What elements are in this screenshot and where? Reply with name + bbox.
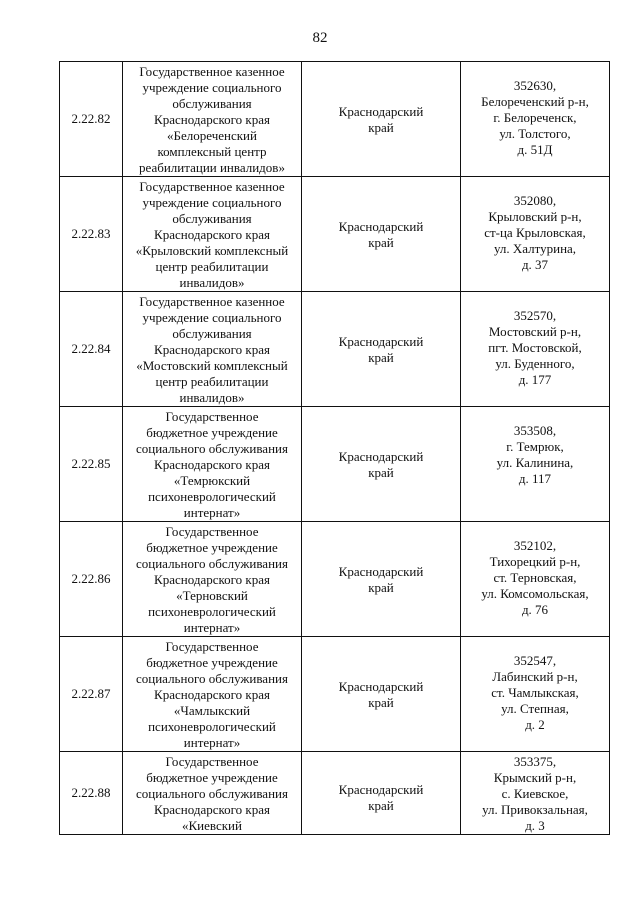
address-cell-lines [461,637,609,733]
address-line: ул. Комсомольская, [481,586,589,601]
region-cell [302,177,461,292]
institution-name-line: интернат» [183,505,241,520]
institution-name-line: обслуживания [172,326,252,341]
institution-name-line: «Крыловский комплексный [135,243,289,258]
region-line: Краснодарский [338,449,424,464]
address-line: ул. Калинина, [496,455,574,470]
address-cell-lines [461,177,609,273]
address-cell-lines [461,522,609,618]
address-line: Тихорецкий р-н, [489,554,581,569]
region-cell-lines [302,637,460,711]
institution-name-line: психоневрологический [148,489,276,504]
address-line: д. 76 [521,602,549,617]
address-line: Лабинский р-н, [492,669,578,684]
address-line: ул. Буденного, [495,356,575,371]
region-line: край [368,695,394,710]
table-row [60,637,610,752]
institutions-table-body [60,62,610,835]
institution-name-line: Краснодарского края [154,802,270,817]
institution-name-cell-lines [123,752,301,834]
region-line: Краснодарский [338,564,424,579]
institution-name-line: «Белореченский [167,128,257,143]
address-line: ул. Толстого, [499,126,571,141]
institution-name-line: психоневрологический [148,604,276,619]
address-line: пгт. Мостовской, [488,340,582,355]
region-cell [302,752,461,835]
institution-name-line: учреждение социального [142,80,282,95]
institution-name-line: учреждение социального [142,310,282,325]
address-line: 353375, [513,754,557,769]
address-line: 352570, [513,308,557,323]
address-cell-lines [461,407,609,487]
region-line: Краснодарский [338,679,424,694]
region-line: край [368,120,394,135]
address-cell [461,62,610,177]
region-line: край [368,465,394,480]
institution-name-cell [123,407,302,522]
region-cell-lines [302,177,460,251]
table-row [60,292,610,407]
address-line: ул. Привокзальная, [482,802,588,817]
institution-name-cell-lines [123,292,301,406]
institution-name-cell [123,62,302,177]
institution-name-cell [123,292,302,407]
region-line: край [368,580,394,595]
address-line: ул. Степная, [501,701,569,716]
institution-name-line: «Мостовский комплексный [136,358,288,373]
address-line: ст. Терновская, [493,570,577,585]
institution-name-line: Государственное [165,754,259,769]
institution-name-line: центр реабилитации [155,259,269,274]
institution-name-line: центр реабилитации [155,374,269,389]
address-line: 353508, [513,423,557,438]
institution-name-line: социального обслуживания [136,786,288,801]
institution-name-line: реабилитации инвалидов» [139,160,285,175]
address-line: с. Киевское, [501,786,569,801]
institution-name-line: «Чамлыкский [173,703,251,718]
institution-name-line: инвалидов» [179,275,245,290]
region-cell-lines [302,522,460,596]
row-number-cell: 2.22.82 [60,62,123,177]
institution-name-cell-lines [123,62,301,176]
address-line: г. Белореченск, [493,110,577,125]
address-cell [461,292,610,407]
address-line: д. 3 [525,818,545,833]
address-line: 352547, [513,653,557,668]
institution-name-cell-lines [123,407,301,521]
row-number-cell: 2.22.85 [60,407,123,522]
address-cell-lines [461,752,609,834]
institution-name-line: Государственное [165,639,259,654]
institution-name-line: «Терновский [176,588,248,603]
institution-name-cell-lines [123,177,301,291]
institution-name-line: Краснодарского края [154,112,270,127]
address-cell [461,752,610,835]
institution-name-cell [123,522,302,637]
region-line: край [368,350,394,365]
institution-name-line: социального обслуживания [136,556,288,571]
region-cell [302,522,461,637]
region-cell-lines [302,752,460,814]
address-cell [461,637,610,752]
institution-name-line: бюджетное учреждение [146,425,278,440]
institution-name-line: Государственное казенное [139,294,285,309]
institution-name-line: инвалидов» [179,390,245,405]
institution-name-line: Государственное казенное [139,64,285,79]
region-cell [302,637,461,752]
institution-name-line: «Темрюкский [173,473,251,488]
institution-name-line: Краснодарского края [154,687,270,702]
institution-name-cell [123,177,302,292]
row-number-cell: 2.22.88 [60,752,123,835]
institution-name-line: бюджетное учреждение [146,540,278,555]
address-line: ст-ца Крыловская, [484,225,586,240]
institution-name-line: социального обслуживания [136,671,288,686]
row-number-cell: 2.22.84 [60,292,123,407]
table-row [60,177,610,292]
address-cell-lines [461,62,609,158]
table-row [60,522,610,637]
institution-name-cell-lines [123,522,301,636]
address-line: Белореченский р-н, [481,94,589,109]
institution-name-line: комплексный центр [157,144,267,159]
institution-name-line: Краснодарского края [154,227,270,242]
region-line: Краснодарский [338,334,424,349]
institution-name-line: Государственное казенное [139,179,285,194]
institution-name-line: Краснодарского края [154,342,270,357]
table-row [60,407,610,522]
page-number: 82 [312,30,328,46]
address-line: д. 37 [521,257,549,272]
address-line: 352630, [513,78,557,93]
address-line: д. 51Д [517,142,553,157]
institution-name-line: учреждение социального [142,195,282,210]
address-line: 352102, [513,538,557,553]
row-number-cell: 2.22.83 [60,177,123,292]
institution-name-cell-lines [123,637,301,751]
address-line: Мостовский р-н, [488,324,582,339]
institution-name-line: Государственное [165,524,259,539]
region-cell [302,407,461,522]
row-number-cell: 2.22.87 [60,637,123,752]
institution-name-line: Краснодарского края [154,457,270,472]
address-cell [461,522,610,637]
region-cell-lines [302,292,460,366]
institution-name-cell [123,752,302,835]
region-cell-lines [302,62,460,136]
institution-name-line: Государственное [165,409,259,424]
address-cell [461,177,610,292]
institution-name-line: бюджетное учреждение [146,655,278,670]
institution-name-line: интернат» [183,620,241,635]
institution-name-line: обслуживания [172,96,252,111]
address-line: д. 117 [518,471,552,486]
address-line: ул. Халтурина, [493,241,577,256]
institution-name-line: обслуживания [172,211,252,226]
row-number-cell: 2.22.86 [60,522,123,637]
region-line: Краснодарский [338,219,424,234]
region-cell-lines [302,407,460,481]
institution-name-line: бюджетное учреждение [146,770,278,785]
institutions-table [59,61,610,835]
table-row [60,62,610,177]
address-line: Крыловский р-н, [488,209,582,224]
address-line: д. 2 [525,717,545,732]
institution-name-line: интернат» [183,735,241,750]
address-line: ст. Чамлыкская, [491,685,579,700]
address-line: Крымский р-н, [493,770,577,785]
table-row [60,752,610,835]
institution-name-line: социального обслуживания [136,441,288,456]
address-cell-lines [461,292,609,388]
institution-name-cell [123,637,302,752]
institution-name-line: психоневрологический [148,719,276,734]
region-cell [302,62,461,177]
region-line: Краснодарский [338,782,424,797]
region-line: Краснодарский [338,104,424,119]
institution-name-line: «Киевский [182,818,242,833]
region-line: край [368,235,394,250]
region-line: край [368,798,394,813]
address-line: 352080, [513,193,557,208]
address-cell [461,407,610,522]
region-cell [302,292,461,407]
institution-name-line: Краснодарского края [154,572,270,587]
address-line: г. Темрюк, [506,439,564,454]
address-line: д. 177 [518,372,552,387]
